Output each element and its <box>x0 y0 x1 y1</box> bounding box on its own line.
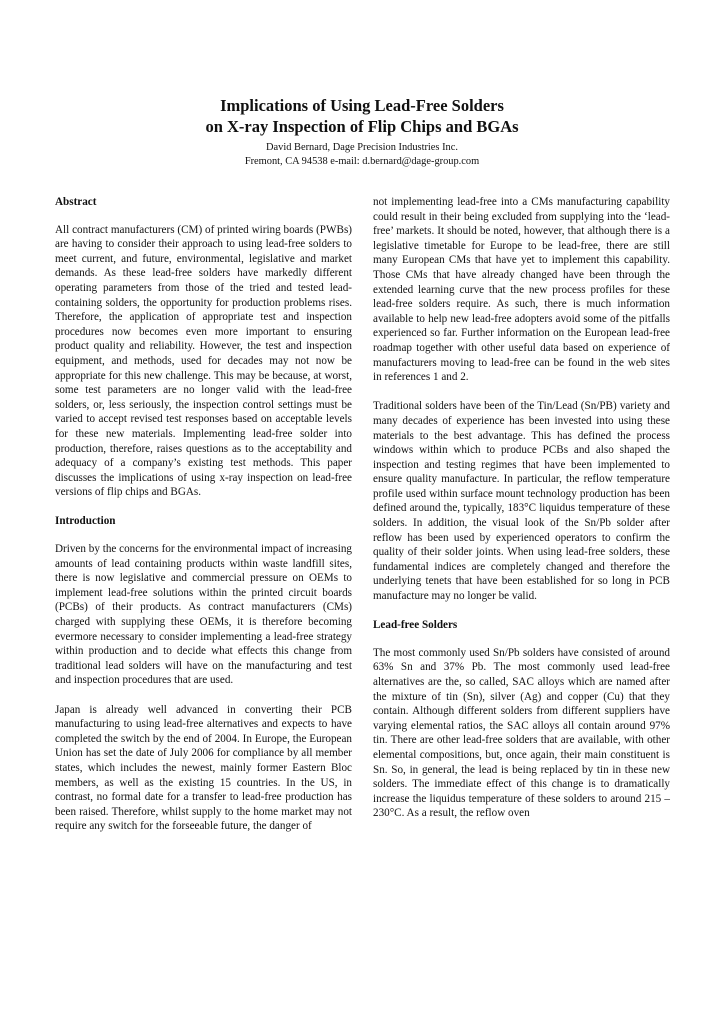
lead-free-solders-heading: Lead-free Solders <box>373 619 458 632</box>
author-line: David Bernard, Dage Precision Industries Inc. <box>266 142 458 153</box>
introduction-heading: Introduction <box>55 515 116 528</box>
left-column <box>55 195 352 849</box>
right-column <box>373 195 670 836</box>
abstract-text: All contract manufacturers (CM) of printed wiring boards (PWBs) are having to consider their approach to using lead-free solders to meet current, and future, environmental, legislative and market demands. As these lead-free solders have markedly different operating parameters from those of the tried and tested lead-containing solders, the opportunity for production problems rises. Therefore, the application of appropriate test and inspection procedures now becomes even more important to ensuring product quality and reliability. However, the test and inspection equipment, and methods, used for decades may not now be appropriate for this new challenge. This may be because, at worst, some test parameters are no longer valid with the lead-free solders, or, less seriously, the inspection control settings must be varied to accept revised test responses based on acceptable levels for these new materials. Implementing lead-free solder into production, therefore, raises questions as to the acceptability and adequacy of a company’s existing test methods. This paper discusses the implications of using x-ray inspection on lead-free versions of flip chips and BGAs. <box>55 223 352 499</box>
right-paragraph-2: Traditional solders have been of the Tin/Lead (Sn/PB) variety and many decades of experience has been invested into using these materials to the best advantage. This has defined the process windows within which to produce PCBs and also shaped the inspection and testing regimes that have been implemented to ensure quality manufacture. In particular, the reflow temperature profile used within surface mount technology production has been defined around the, typically, 183°C liquidus temperature of these solders. In addition, the visual look of the Sn/Pb solder after reflow has been used by experienced operators to confirm the quality of their solder joints. When using lead-free solders, these fundamental indices are completely changed and therefore the underlying tenets that have been established for so long in PCB manufacture may no longer be valid. <box>373 400 670 603</box>
paper-title <box>0 95 724 137</box>
right-paragraph-1: not implementing lead-free into a CMs manufacturing capability could result in their being excluded from supplying into the ‘lead-free’ markets. It should be noted, however, that although there is a legislative timetable for Europe to be lead-free, there are still many European CMs that have yet to implement this capability. Those CMs that have already changed have been through the extended learning curve that the new process profiles for these lead-free solders require. As such, there is much information available to help new lead-free adopters avoid some of the pitfalls experienced so far. Further information on the European lead-free roadmap together with other useful data based on experience of manufacturers moving to lead-free can be found in the web sites in references 1 and 2. <box>373 196 670 384</box>
title-line-2: on X-ray Inspection of Flip Chips and BGAs <box>205 117 519 136</box>
abstract-heading: Abstract <box>55 196 97 208</box>
intro-paragraph-2: Japan is already well advanced in converting their PCB manufacturing to using lead-free alternatives and expects to have completed the switch by the end of 2004. In Europe, the European Union has set the date of July 2006 for compliance by all member states, which includes the newest, mainly former Eastern Bloc members, as well as the existing 15 countries. In the US, in contrast, no formal date for a transfer to lead-free production has been raised. Therefore, whilst supply to the home market may not require any switch for the forseeable future, the danger of <box>55 703 352 833</box>
title-line-1: Implications of Using Lead-Free Solders <box>220 96 504 115</box>
address-line: Fremont, CA 94538 e-mail: d.bernard@dage-group.com <box>244 156 480 167</box>
right-paragraph-3: The most commonly used Sn/Pb solders have consisted of around 63% Sn and 37% Pb. The most commonly used lead-free alternatives are the, so called, SAC alloys which are named after the mixture of tin (Sn), silver (Ag) and copper (Cu) that they contain. Although different solders from different suppliers have varying elemental ratios, the SAC alloys all contain around 97% tin. There are other lead-free solders that are available, with other elemental compositions, but, once again, their main constituent is Sn. So, in general, the lead is being replaced by tin in these new solders. The immediate effect of this change is to dramatically increase the liquidus temperature of these solders to around 215 – 230°C. As a result, the reflow oven <box>373 646 670 820</box>
intro-paragraph-1: Driven by the concerns for the environmental impact of increasing amounts of lead containing products within waste landfill sites, there is now legislative and commercial pressure on OEMs to implement lead-free solutions within the printed circuit boards (PCBs) of their products. As contract manufacturers (CMs) charged with supplying these OEMs, it is therefore becoming evermore necessary to consider implementing a lead-free strategy within production and to decide what effects this change from traditional lead solders will have on the manufacturing and test and inspection procedures that are used. <box>55 543 352 687</box>
